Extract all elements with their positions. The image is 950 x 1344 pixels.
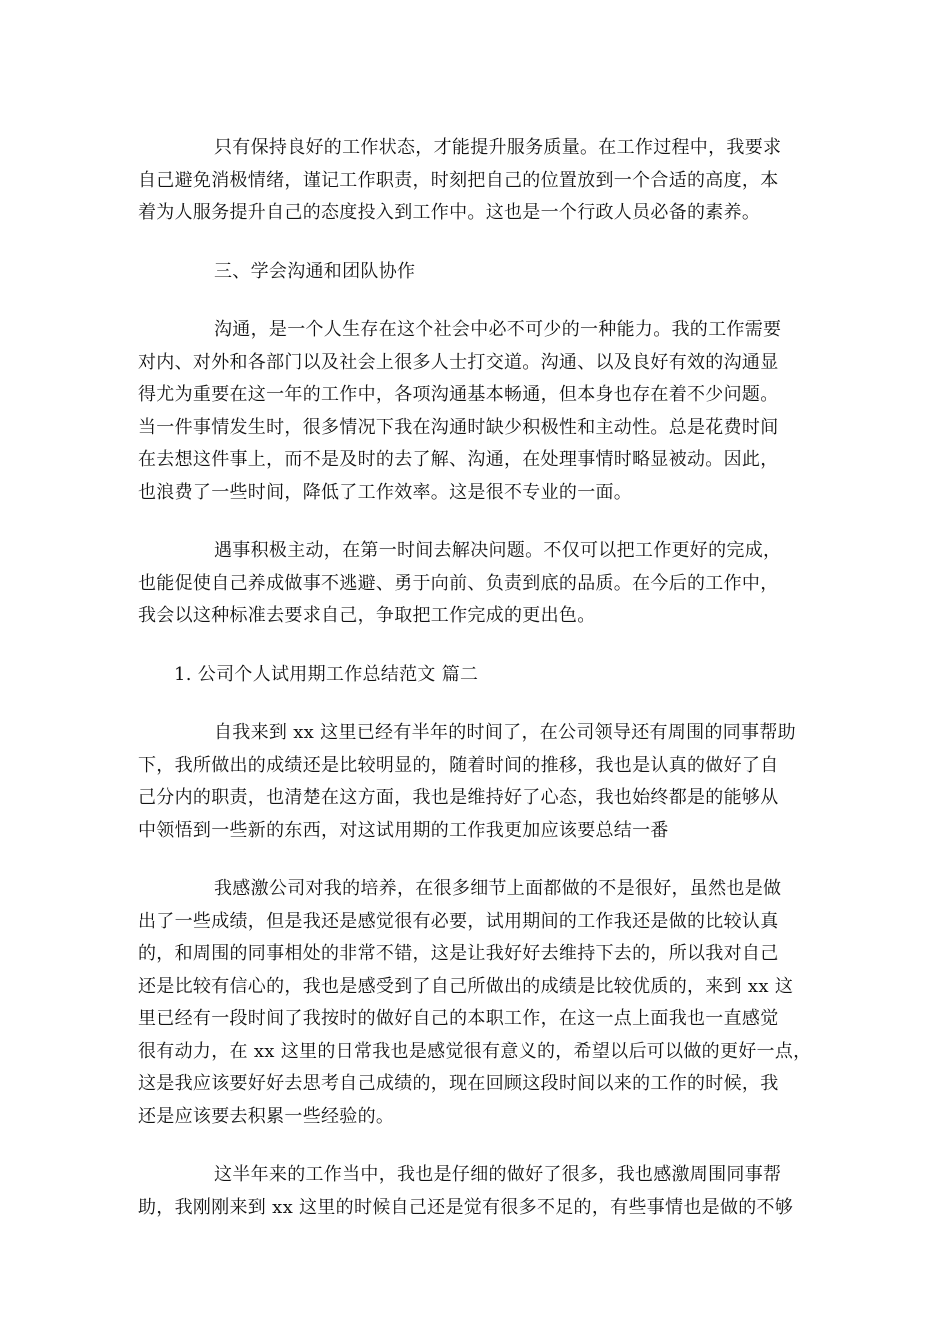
text-line: 己分内的职责，也清楚在这方面，我也是维持好了心态，我也始终都是的能够从 [138,787,779,808]
text-line: 出了一些成绩，但是我还是感觉很有必要，试用期间的工作我还是做的比较认真 [138,910,779,932]
text-line: 我会以这种标准去要求自己，争取把工作完成的更出色。 [138,605,596,626]
paragraph-gratitude [138,873,818,1133]
text-line: 下，我所做出的成绩还是比较明显的，随着时间的推移，我也是认真的做好了自 [138,754,779,776]
text-line: 沟通，是一个人生存在这个社会中必不可少的一种能力。我的工作需要 [214,319,782,340]
text-line: 的，和周围的同事相处的非常不错，这是让我好好去维持下去的，所以我对自己 [138,943,779,964]
text-line: 中领悟到一些新的东西，对这试用期的工作我更加应该要总结一番 [138,819,669,841]
paragraph-work-attitude [138,132,818,230]
text-line: 自己避免消极情绪，谨记工作职责，时刻把自己的位置放到一个合适的高度，本 [138,169,779,191]
text-line: 只有保持良好的工作状态，才能提升服务质量。在工作过程中，我要求 [214,137,782,158]
text-line: 也浪费了一些时间，降低了工作效率。这是很不专业的一面。 [138,481,633,503]
text-line: 对内、对外和各部门以及社会上很多人士打交道。沟通、以及良好有效的沟通显 [138,351,779,373]
text-line: 这半年来的工作当中，我也是仔细的做好了很多，我也感激周围同事帮 [214,1164,782,1185]
text-line: 很有动力，在 xx 这里的日常我也是感觉很有意义的，希望以后可以做的更好一点， [138,1040,812,1062]
text-line: 我感激公司对我的培养，在很多细节上面都做的不是很好，虽然也是做 [214,878,782,899]
paragraph-proactive [138,535,818,633]
text-line: 当一件事情发生时，很多情况下我在沟通时缺少积极性和主动性。总是花费时间 [138,416,779,438]
text-line: 还是比较有信心的，我也是感受到了自己所做出的成绩是比较优质的，来到 xx 这 [138,975,794,997]
text-line: 里已经有一段时间了我按时的做好自己的本职工作，在这一点上面我也一直感觉 [138,1008,779,1029]
text-line: 遇事积极主动，在第一时间去解决问题。不仅可以把工作更好的完成， [214,540,782,561]
text-line: 得尤为重要在这一年的工作中，各项沟通基本畅通，但本身也存在着不少问题。 [138,384,779,405]
text-line: 在去想这件事上，而不是及时的去了解、沟通，在处理事情时略显被动。因此， [138,449,779,470]
text-line: 自我来到 xx 这里已经有半年的时间了，在公司领导还有周围的同事帮助 [214,722,796,743]
text-line: 着为人服务提升自己的态度投入到工作中。这也是一个行政人员必备的素养。 [138,202,761,223]
paragraph-half-year-work [138,1159,818,1224]
section-heading-communication: 三、学会沟通和团队协作 [214,260,416,282]
text-line: 还是应该要去积累一些经验的。 [138,1105,395,1127]
paragraph-half-year [138,717,818,847]
paragraph-communication [138,314,818,509]
document-body [138,132,818,1250]
text-line: 这是我应该要好好去思考自己成绩的，现在回顾这段时间以来的工作的时候，我 [138,1073,779,1094]
section-heading-article-two: 1. 公司个人试用期工作总结范文 篇二 [174,663,479,685]
text-line: 也能促使自己养成做事不逃避、勇于向前、负责到底的品质。在今后的工作中， [138,572,779,594]
text-line: 助，我刚刚来到 xx 这里的时候自己还是觉有很多不足的，有些事情也是做的不够 [138,1196,794,1218]
